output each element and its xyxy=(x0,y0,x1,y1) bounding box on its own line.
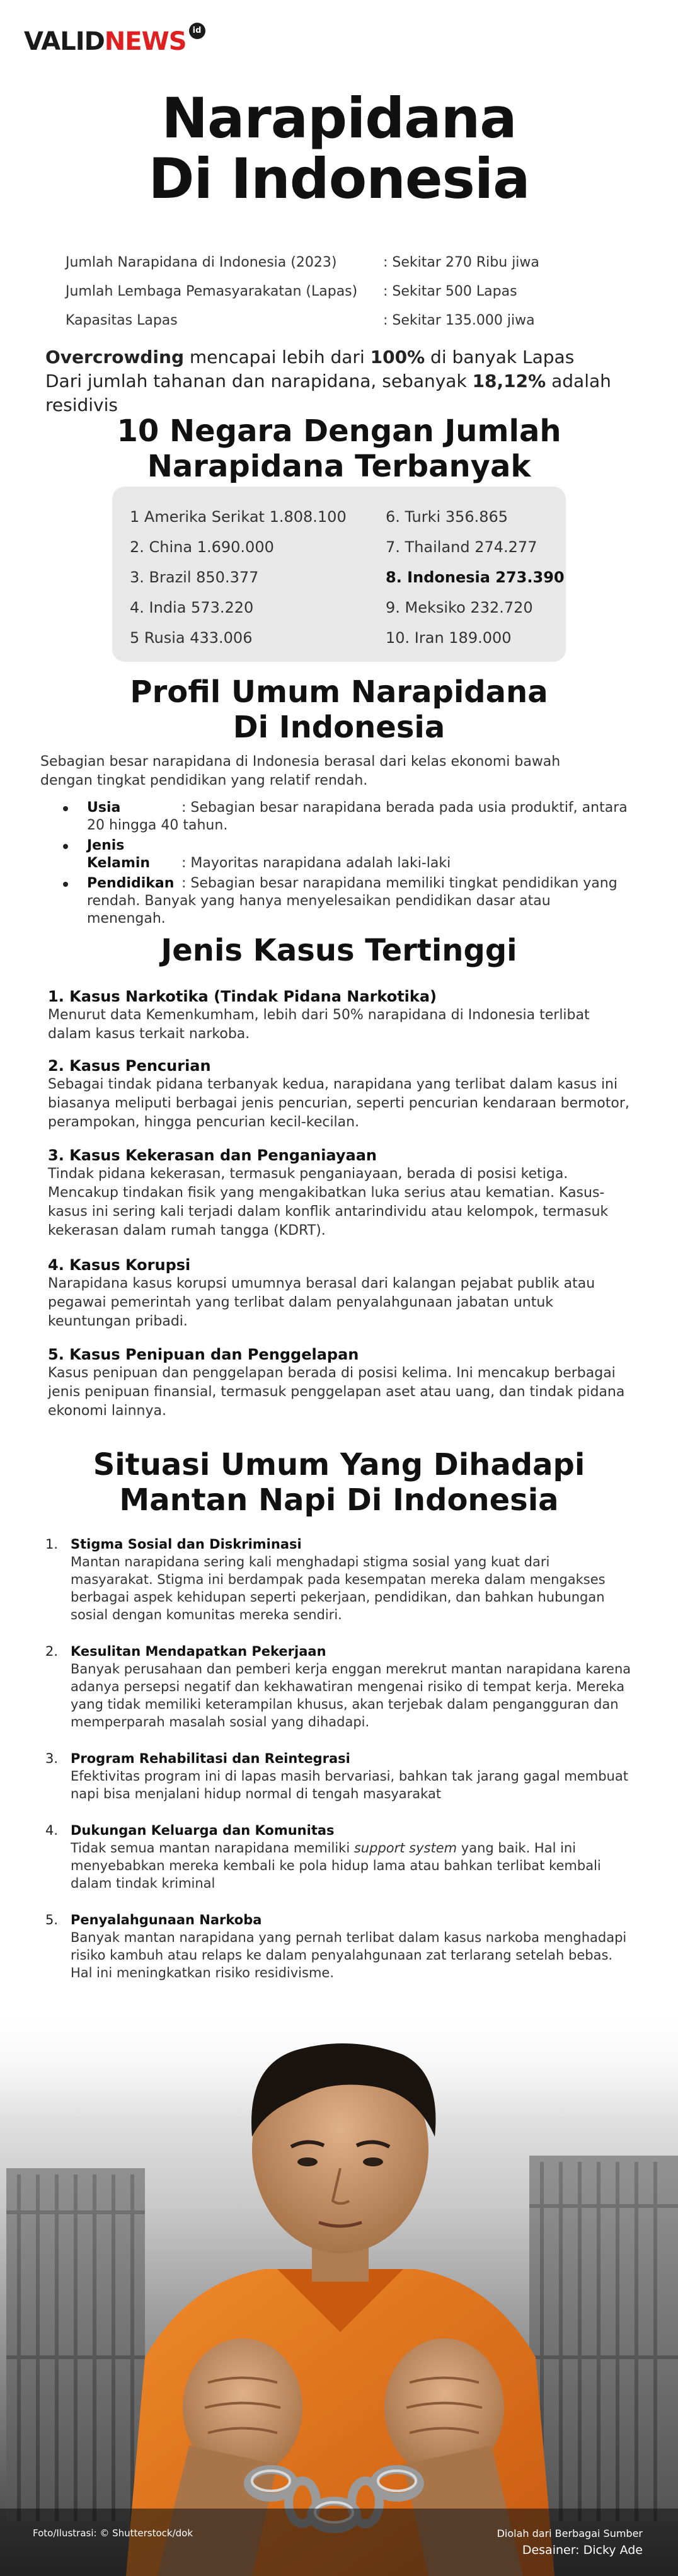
bullet-icon xyxy=(63,806,68,811)
footer-credits xyxy=(497,2526,643,2558)
countries-section-title: 10 Negara Dengan Jumlah Narapidana Terbanyak xyxy=(117,413,561,484)
country-item: 10. Iran 189.000 xyxy=(386,629,512,647)
facts-table xyxy=(66,248,633,335)
logo-badge: id xyxy=(189,23,205,39)
prisoner-photo xyxy=(0,2004,678,2576)
situasi-number: 1. xyxy=(45,1537,59,1552)
country-item: 2. China 1.690.000 xyxy=(130,538,274,556)
profile-intro: Sebagian besar narapidana di Indonesia berasal dari kelas ekonomi bawah dengan tingkat pendidikan yang relatif rendah. xyxy=(40,754,561,788)
overcrowding-line-1: Overcrowding mencapai lebih dari 100% di banyak Lapas xyxy=(45,347,575,367)
profile-term: Pendidikan xyxy=(87,875,175,891)
situasi-body: Tidak semua mantan narapidana memiliki support system yang baik. Hal ini menyebabkan mereka kembali ke pola hidup lama atau bahkan terlibat kembali dalam tindak kriminal xyxy=(71,1840,601,1891)
country-item: 7. Thailand 274.277 xyxy=(386,538,537,556)
fact-row xyxy=(66,306,633,335)
country-item: 1 Amerika Serikat 1.808.100 xyxy=(130,508,347,526)
situasi-heading: Dukungan Keluarga dan Komunitas xyxy=(71,1823,335,1838)
kasus-item xyxy=(48,1256,634,1331)
kasus-heading: 3. Kasus Kekerasan dan Penganiayaan xyxy=(48,1146,377,1164)
overcrowding-statement xyxy=(45,345,663,417)
page-title xyxy=(0,88,678,209)
situasi-body: Banyak mantan narapidana yang pernah terlibat dalam kasus narkoba menghadapi risiko kambuh atau relaps ke dalam penyalahgunaan zat terlarang setelah bebas. Hal ini meningkatkan risiko residivisme. xyxy=(71,1930,627,1980)
fact-label: Jumlah Lembaga Pemasyarakatan (Lapas) xyxy=(66,284,358,299)
situasi-heading: Penyalahgunaan Narkoba xyxy=(71,1912,262,1927)
fact-row xyxy=(66,277,633,306)
situasi-number: 5. xyxy=(45,1912,59,1927)
situasi-heading: Program Rehabilitasi dan Reintegrasi xyxy=(71,1751,350,1766)
fact-value: : Sekitar 270 Ribu jiwa xyxy=(383,255,539,270)
situasi-body: Efektivitas program ini di lapas masih bervariasi, bahkan tak jarang gagal membuat napi bisa menjalani hidup normal di tengah masyarakat xyxy=(71,1769,628,1801)
overcrowding-line-2: Dari jumlah tahanan dan narapidana, sebanyak 18,12% adalah residivis xyxy=(45,371,611,415)
situasi-body: Mantan narapidana sering kali menghadapi stigma sosial yang kuat dari masyarakat. Stigma ini berdampak pada kesempatan mereka dalam mengakses berbagai aspek kehidupan seperti pekerjaan, pendidikan, dan bahkan hubungan sosial dengan komunitas mereka sendiri. xyxy=(71,1554,606,1622)
profile-section-title: Profil Umum Narapidana Di Indonesia xyxy=(130,674,548,745)
profile-item xyxy=(63,875,630,928)
kasus-heading: 4. Kasus Korupsi xyxy=(48,1256,191,1274)
situasi-heading: Kesulitan Mendapatkan Pekerjaan xyxy=(71,1644,326,1659)
country-item: 3. Brazil 850.377 xyxy=(130,569,259,586)
kasus-heading: 1. Kasus Narkotika (Tindak Pidana Narkotika) xyxy=(48,988,437,1005)
kasus-body: Sebagai tindak pidana terbanyak kedua, narapidana yang terlibat dalam kasus ini biasanya meliputi berbagai jenis pencurian, seperti pencurian kendaraan bermotor, perampokan, hingga pencurian kecil-kecilan. xyxy=(48,1077,629,1130)
kasus-body: Narapidana kasus korupsi umumnya berasal dari kalangan pejabat publik atau pegawai pemerintah yang terlibat dalam penyalahgunaan jabatan untuk keuntungan pribadi. xyxy=(48,1276,595,1329)
profile-term: Jenis Kelamin xyxy=(87,838,151,871)
bullet-icon xyxy=(63,844,68,849)
prisoner-illustration xyxy=(0,2004,678,2576)
country-item-indonesia: 8. Indonesia 273.390 xyxy=(386,569,565,586)
kasus-section-title: Jenis Kasus Tertinggi xyxy=(161,933,517,968)
situasi-heading: Stigma Sosial dan Diskriminasi xyxy=(71,1537,302,1552)
countries-column-left xyxy=(130,502,347,653)
profile-list xyxy=(63,799,630,930)
situasi-item xyxy=(45,1822,631,1892)
kasus-body: Menurut data Kemenkumham, lebih dari 50% narapidana di Indonesia terlibat dalam kasus terkait narkoba. xyxy=(48,1007,590,1042)
profile-desc: : Sebagian besar narapidana memiliki tingkat pendidikan yang rendah. Banyak yang hanya menyelesaikan pendidikan dasar atau menengah. xyxy=(87,875,618,927)
source-note: Diolah dari Berbagai Sumber xyxy=(497,2527,643,2539)
profile-desc: : Mayoritas narapidana adalah laki-laki xyxy=(181,855,451,871)
situasi-number: 3. xyxy=(45,1751,59,1766)
title-line-1: Narapidana xyxy=(161,86,517,151)
situasi-number: 2. xyxy=(45,1644,59,1659)
situasi-item xyxy=(45,1911,631,1982)
profile-item xyxy=(63,799,630,835)
kasus-heading: 5. Kasus Penipuan dan Penggelapan xyxy=(48,1346,359,1363)
profile-desc: : Sebagian besar narapidana berada pada usia produktif, antara 20 hingga 40 tahun. xyxy=(87,800,628,833)
kasus-item xyxy=(48,1345,634,1421)
photo-credit: Foto/Ilustrasi: © Shutterstock/dok xyxy=(33,2527,193,2539)
fact-value: : Sekitar 135.000 jiwa xyxy=(383,313,535,328)
profile-item xyxy=(63,837,630,872)
countries-column-right xyxy=(386,502,565,653)
kasus-item xyxy=(48,987,634,1044)
situasi-item xyxy=(45,1535,631,1624)
country-item: 9. Meksiko 232.720 xyxy=(386,599,533,616)
kasus-item xyxy=(48,1146,634,1240)
situasi-item xyxy=(45,1643,631,1731)
situasi-number: 4. xyxy=(45,1823,59,1838)
profile-term: Usia xyxy=(87,800,121,816)
designer-credit: Desainer: Dicky Ade xyxy=(522,2543,643,2557)
country-item: 5 Rusia 433.006 xyxy=(130,629,253,647)
fact-row xyxy=(66,248,633,277)
fact-label: Kapasitas Lapas xyxy=(66,313,178,328)
kasus-item xyxy=(48,1056,634,1132)
kasus-body: Tindak pidana kekerasan, termasuk penganiayaan, berada di posisi ketiga. Mencakup tindakan fisik yang mengakibatkan luka serius atau kematian. Kasus-kasus ini sering kali terjadi dalam konflik antarindividu atau kelompok, termasuk kekerasan dalam rumah tangga (KDRT). xyxy=(48,1166,609,1239)
situasi-item xyxy=(45,1750,631,1803)
fact-value: : Sekitar 500 Lapas xyxy=(383,284,517,299)
kasus-body: Kasus penipuan dan penggelapan berada di posisi kelima. Ini mencakup berbagai jenis penipuan finansial, termasuk penggelapan aset atau uang, dan tindak pidana ekonomi lainnya. xyxy=(48,1365,625,1419)
title-line-2: Di Indonesia xyxy=(148,146,530,211)
bullet-icon xyxy=(63,882,68,887)
situasi-section-title: Situasi Umum Yang Dihadapi Mantan Napi Di Indonesia xyxy=(93,1447,585,1518)
situasi-body: Banyak perusahaan dan pemberi kerja enggan merekrut mantan narapidana karena adanya persepsi negatif dan kekhawatiran mengenai risiko di tempat kerja. Mereka yang tidak memiliki keterampilan khusus, akan terjebak dalam pengangguran dan memperparah masalah sosial yang dihadapi. xyxy=(71,1661,631,1730)
logo-wordmark: VALIDNEWS xyxy=(24,27,187,56)
country-item: 4. India 573.220 xyxy=(130,599,254,616)
country-item: 6. Turki 356.865 xyxy=(386,508,508,526)
fact-label: Jumlah Narapidana di Indonesia (2023) xyxy=(66,255,337,270)
validnews-logo[interactable] xyxy=(24,19,205,54)
kasus-heading: 2. Kasus Pencurian xyxy=(48,1057,211,1075)
countries-box xyxy=(112,487,566,662)
